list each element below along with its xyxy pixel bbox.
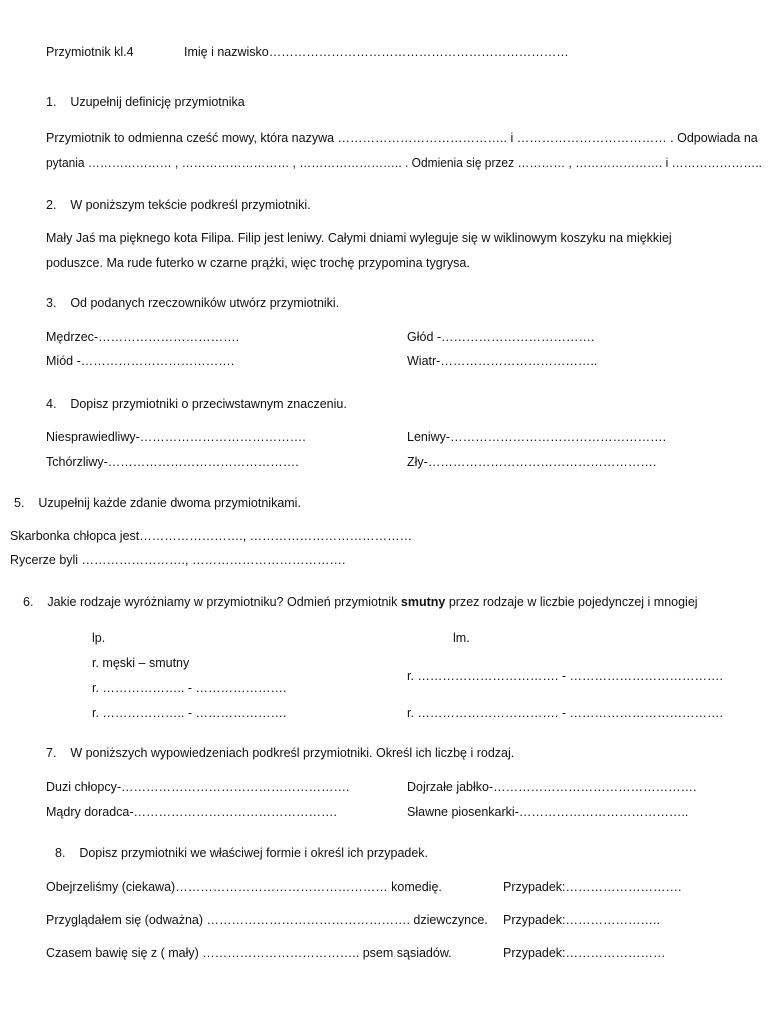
exercise-4-title: 4. Dopisz przymiotniki o przeciwstawnym znaczeniu. xyxy=(46,397,347,411)
singular-form: r. ……………….. - …………………. xyxy=(92,706,287,720)
exercise-4-item: Zły-………………………………………………. xyxy=(407,455,657,469)
exercise-8-sentence: Obejrzeliśmy (ciekawa)…………………………………………… komedię. xyxy=(46,880,442,894)
exercise-1-title: 1. Uzupełnij definicję przymiotnika xyxy=(46,95,245,109)
plural-header: lm. xyxy=(453,631,470,645)
name-field: Imię i nazwisko……………………………………………………………… xyxy=(184,45,569,59)
exercise-7-item: Duzi chłopcy-………………………………………………. xyxy=(46,780,350,794)
exercise-1-line-2: pytania ………………… , ……………………… , …………………….. . Odmienia się przez ………… , …………………. i ………………….. xyxy=(46,156,763,170)
exercise-7-item: Mądry doradca-…………………………………………. xyxy=(46,805,338,819)
exercise-3-item: Głód -………………………………. xyxy=(407,330,595,344)
exercise-3-item: Miód -………………………………. xyxy=(46,354,235,368)
exercise-1-line-1: Przymiotnik to odmienna cześć mowy, która nazywa ………………………………….. i ……………………………… . Odpowiada na xyxy=(46,131,758,145)
case-field: Przypadek:…………………… xyxy=(503,946,666,960)
subject-title: Przymiotnik kl.4 xyxy=(46,45,134,59)
emphasized-word: smutny xyxy=(400,595,446,609)
singular-header: lp. xyxy=(92,631,106,645)
case-field: Przypadek:………………….. xyxy=(503,913,660,927)
case-field: Przypadek:………………………. xyxy=(503,880,682,894)
exercise-5-title: 5. Uzupełnij każde zdanie dwoma przymiotnikami. xyxy=(14,496,301,510)
exercise-5-sentence: Rycerze byli ……………………., ………………………………. xyxy=(10,553,346,567)
exercise-4-item: Tchórzliwy-………………………………………. xyxy=(46,455,299,469)
exercise-7-item: Sławne piosenkarki-………………………………….. xyxy=(407,805,689,819)
plural-form: r. ……………………………. - ………………………………. xyxy=(407,706,723,720)
exercise-7-title: 7. W poniższych wypowiedzeniach podkreśl przymiotniki. Określ ich liczbę i rodzaj. xyxy=(46,746,515,760)
singular-form: r. męski – smutny xyxy=(92,656,190,670)
exercise-5-sentence: Skarbonka chłopca jest……………………., ………………………………… xyxy=(10,529,413,543)
exercise-8-title: 8. Dopisz przymiotniki we właściwej formie i określ ich przypadek. xyxy=(55,846,429,860)
exercise-6-title: 6. Jakie rodzaje wyróżniamy w przymiotniku? Odmień przymiotnik smutny przez rodzaje w liczbie pojedynczej i mnogiej xyxy=(23,595,698,609)
exercise-3-item: Mędrzec-……………………………. xyxy=(46,330,240,344)
exercise-8-sentence: Czasem bawię się z ( mały) ……………………………….. psem sąsiadów. xyxy=(46,946,452,960)
exercise-2-text-line-2: poduszce. Ma rude futerko w czarne prążki, więc trochę przypomina tygrysa. xyxy=(46,256,470,270)
exercise-4-item: Leniwy-……………………………………………. xyxy=(407,430,667,444)
exercise-3-title: 3. Od podanych rzeczowników utwórz przymiotniki. xyxy=(46,296,340,310)
exercise-3-item: Wiatr-……………………………….. xyxy=(407,354,598,368)
exercise-7-item: Dojrzałe jabłko-…………………………………………. xyxy=(407,780,697,794)
exercise-4-item: Niesprawiedliwy-…………………………………. xyxy=(46,430,306,444)
exercise-2-text-line-1: Mały Jaś ma pięknego kota Filipa. Filip jest leniwy. Całymi dniami wyleguje się w wiklinowym koszyku na miękkiej xyxy=(46,231,672,245)
singular-form: r. ……………….. - …………………. xyxy=(92,681,287,695)
exercise-2-title: 2. W poniższym tekście podkreśl przymiotniki. xyxy=(46,198,311,212)
exercise-8-sentence: Przyglądałem się (odważna) …………………………………………. dziewczynce. xyxy=(46,913,488,927)
plural-form: r. ……………………………. - ………………………………. xyxy=(407,669,723,683)
